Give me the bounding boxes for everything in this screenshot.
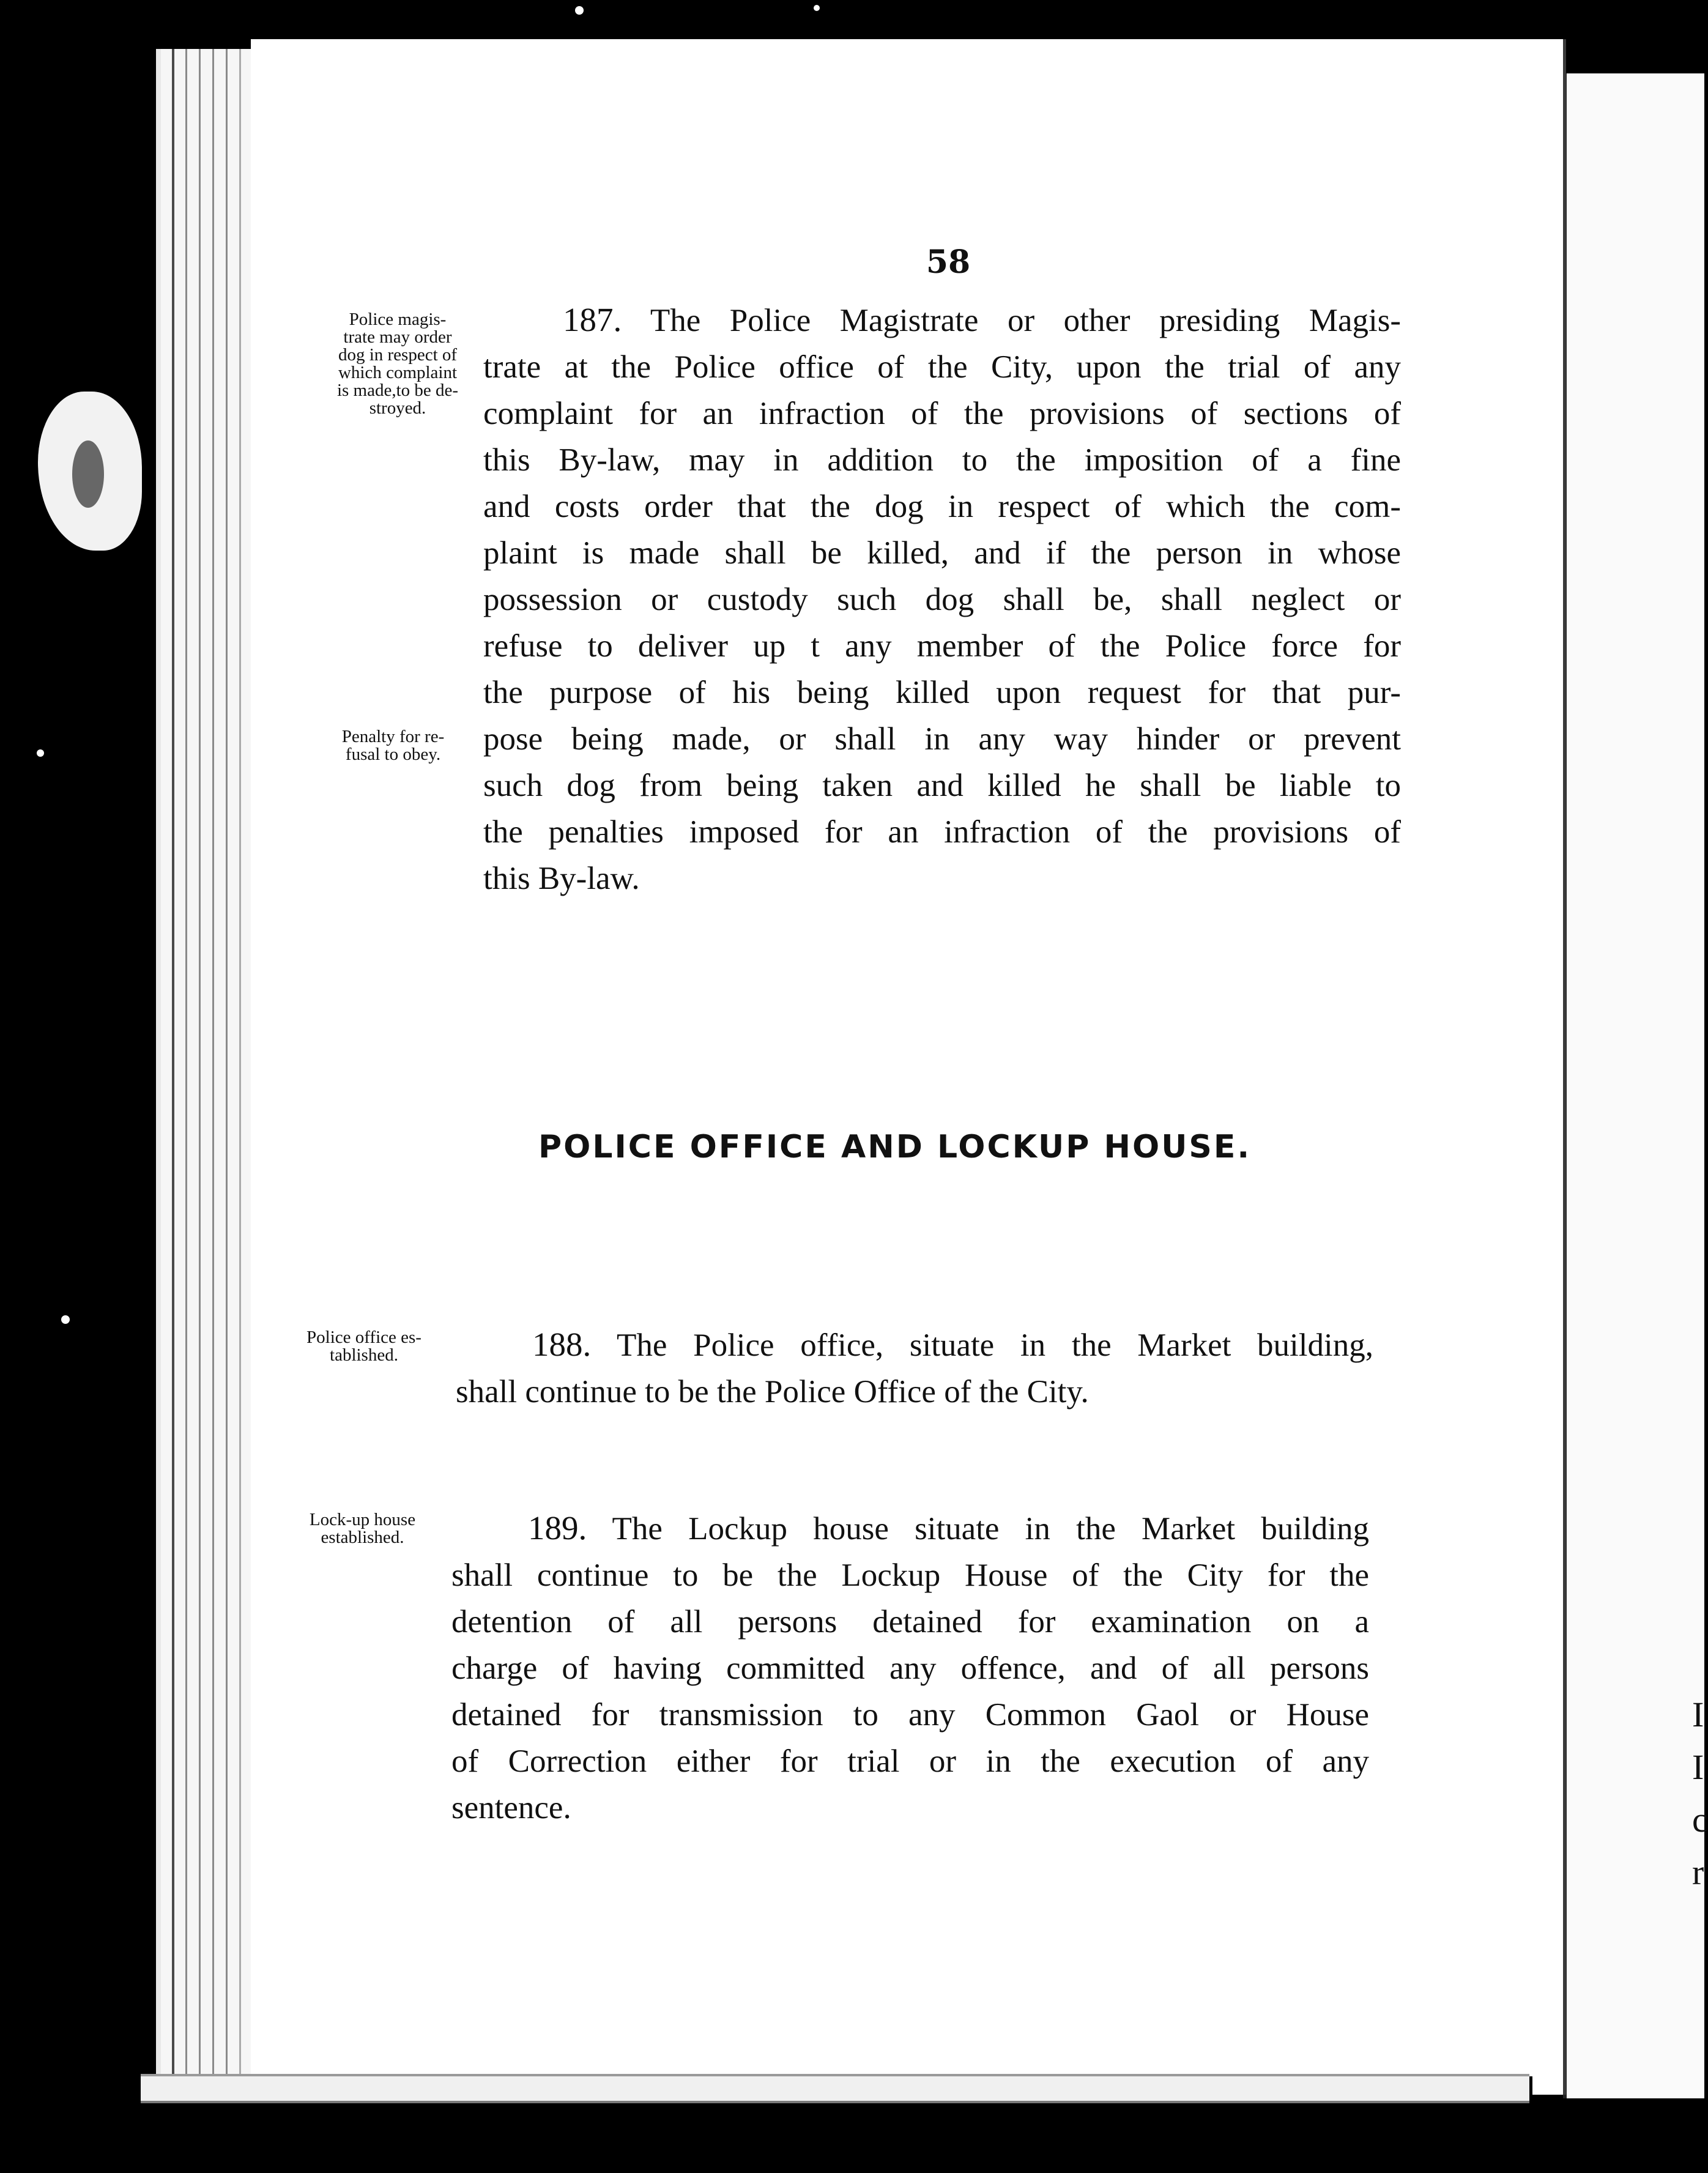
sidenote-187-destroy: Police magis- trate may order dog in respect of which complaint is made,to be de- stroyed. bbox=[336, 310, 459, 418]
text-line: 187. The Police Magistrate or other presiding Magis- bbox=[563, 301, 1401, 338]
text-line: 189. The Lockup house situate in the Market building bbox=[528, 1509, 1369, 1547]
dust-speck bbox=[814, 5, 820, 11]
section-heading: POLICE OFFICE AND LOCKUP HOUSE. bbox=[538, 1129, 1252, 1165]
section-188 bbox=[456, 1321, 1373, 1415]
text-line: refuse to deliver up t any member of the Police force for bbox=[483, 628, 1401, 664]
sidenote-187-penalty: Penalty for re- fusal to obey. bbox=[341, 727, 445, 764]
sidenote-188: Police office es- tablished. bbox=[306, 1328, 421, 1365]
dust-speck bbox=[37, 749, 44, 757]
text-line: shall continue to be the Police Office of the City. bbox=[456, 1374, 1089, 1410]
text-line: trate at the Police office of the City, upon the trial of any bbox=[483, 349, 1401, 385]
text-line: shall continue to be the Lockup House of the City for the bbox=[451, 1558, 1369, 1593]
dust-speck bbox=[575, 6, 584, 15]
text-line: of Correction either for trial or in the execution of any bbox=[451, 1744, 1369, 1779]
facing-page-edge bbox=[1532, 39, 1566, 2095]
facing-page bbox=[1563, 73, 1708, 2098]
facing-page-fragment: I bbox=[1692, 1695, 1704, 1734]
book-bottom-edge bbox=[141, 2074, 1529, 2103]
text-line: and costs order that the dog in respect of which the com- bbox=[483, 489, 1401, 524]
text-line: detained for transmission to any Common Gaol or House bbox=[451, 1697, 1369, 1733]
text-line: sentence. bbox=[451, 1790, 571, 1826]
text-line: this By-law. bbox=[483, 861, 640, 896]
facing-page-fragment: c bbox=[1692, 1800, 1708, 1840]
facing-page-fragment: r bbox=[1692, 1852, 1704, 1892]
text-line: the purpose of his being killed upon request for that pur- bbox=[483, 675, 1401, 710]
paper-stain-dark bbox=[72, 440, 104, 508]
page-number: 58 bbox=[926, 243, 971, 281]
section-number: 189. bbox=[528, 1509, 587, 1547]
text-line: the penalties imposed for an infraction of the provisions of bbox=[483, 814, 1401, 850]
section-189 bbox=[451, 1505, 1369, 1831]
text-line: complaint for an infraction of the provisions of sections of bbox=[483, 396, 1401, 431]
text-line: 188. The Police office, situate in the Market building, bbox=[532, 1326, 1373, 1363]
text-line: possession or custody such dog shall be, shall neglect or bbox=[483, 582, 1401, 617]
text-line: pose being made, or shall in any way hinder or prevent bbox=[483, 721, 1401, 757]
section-number: 187. bbox=[563, 301, 622, 338]
text-line: this By-law, may in addition to the imposition of a fine bbox=[483, 442, 1401, 478]
sidenote-189: Lock-up house established. bbox=[309, 1510, 416, 1547]
dust-speck bbox=[61, 1315, 70, 1324]
section-number: 188. bbox=[532, 1326, 592, 1363]
section-187 bbox=[483, 297, 1401, 902]
text-line: such dog from being taken and killed he shall be liable to bbox=[483, 768, 1401, 803]
facing-page-fragment: I bbox=[1692, 1747, 1704, 1787]
text-line: detention of all persons detained for examination on a bbox=[451, 1604, 1369, 1640]
text-line: charge of having committed any offence, and of all persons bbox=[451, 1651, 1369, 1686]
book-page-edges bbox=[156, 49, 265, 2089]
text-line: plaint is made shall be killed, and if the person in whose bbox=[483, 535, 1401, 571]
